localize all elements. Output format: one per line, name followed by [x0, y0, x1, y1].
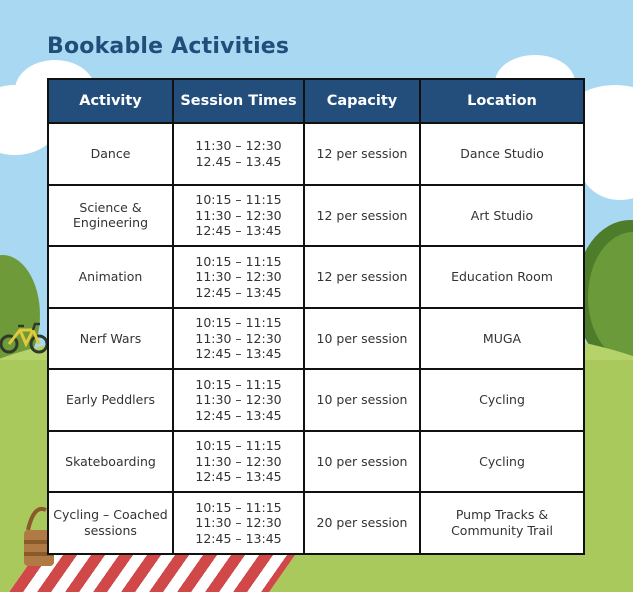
activity-cell	[48, 308, 173, 370]
activities-table	[47, 78, 585, 555]
session-time: 10:15 – 11:15	[195, 192, 282, 207]
session-time: 12:45 – 13:45	[195, 530, 282, 546]
activity-name: Engineering	[73, 215, 148, 231]
activity-name: sessions	[84, 522, 137, 538]
column-header-location: Location	[420, 79, 584, 123]
session-time: 11:30 – 12:30	[195, 269, 282, 284]
session-time: 10:15 – 11:15	[195, 499, 282, 515]
session-time: 10:15 – 11:15	[195, 253, 282, 269]
bicycle-icon	[0, 318, 48, 356]
capacity-cell: 10 per session	[304, 369, 420, 431]
capacity-cell: 12 per session	[304, 123, 420, 185]
location-name: Community Trail	[451, 522, 553, 538]
table-row	[48, 492, 584, 554]
session-times-cell	[173, 123, 304, 185]
session-time: 10:15 – 11:15	[195, 438, 282, 453]
table-row	[48, 185, 584, 247]
session-time: 12:45 – 13:45	[195, 407, 282, 423]
location-name: Education Room	[451, 269, 553, 284]
location-name: Dance Studio	[460, 146, 544, 161]
session-time: 12:45 – 13:45	[195, 346, 282, 361]
location-cell	[420, 492, 584, 554]
session-times-cell	[173, 185, 304, 247]
activity-cell	[48, 185, 173, 247]
table-row	[48, 123, 584, 185]
activity-name: Nerf Wars	[79, 330, 142, 346]
session-times-cell	[173, 246, 304, 308]
activity-cell	[48, 246, 173, 308]
session-time: 11:30 – 12:30	[195, 207, 282, 223]
location-cell	[420, 185, 584, 247]
session-time: 11:30 – 12:30	[195, 330, 282, 346]
session-times-cell	[173, 492, 304, 554]
capacity-cell: 12 per session	[304, 246, 420, 308]
location-cell	[420, 369, 584, 431]
session-time: 10:15 – 11:15	[195, 376, 282, 392]
location-cell	[420, 431, 584, 493]
activity-cell	[48, 431, 173, 493]
capacity-cell: 10 per session	[304, 431, 420, 493]
location-name: Pump Tracks &	[455, 507, 549, 523]
activity-name: Science &	[79, 199, 142, 215]
column-header-session-times: Session Times	[173, 79, 304, 123]
column-header-activity: Activity	[48, 79, 173, 123]
session-times-cell	[173, 308, 304, 370]
session-time: 11:30 – 12:30	[195, 453, 282, 469]
location-name: Cycling	[479, 392, 525, 407]
session-time: 12:45 – 13:45	[195, 284, 282, 300]
session-time: 11:30 – 12:30	[195, 515, 282, 530]
table-header-row	[48, 79, 584, 123]
activity-name: Dance	[90, 146, 131, 161]
session-times-cell	[173, 431, 304, 493]
activity-cell	[48, 369, 173, 431]
location-name: Art Studio	[470, 207, 534, 223]
page-title: Bookable Activities	[47, 34, 290, 59]
location-name: Cycling	[479, 453, 525, 469]
location-name: MUGA	[482, 330, 522, 346]
capacity-cell: 10 per session	[304, 308, 420, 370]
column-header-capacity: Capacity	[304, 79, 420, 123]
location-cell	[420, 123, 584, 185]
activity-name: Animation	[78, 269, 143, 284]
table-row	[48, 308, 584, 370]
activity-cell	[48, 492, 173, 554]
session-time: 11:30 – 12:30	[195, 392, 282, 407]
session-time: 12:45 – 13:45	[195, 223, 282, 238]
activity-name: Skateboarding	[65, 453, 156, 469]
table-row	[48, 369, 584, 431]
capacity-cell: 12 per session	[304, 185, 420, 247]
session-time: 10:15 – 11:15	[195, 315, 282, 330]
location-cell	[420, 246, 584, 308]
location-cell	[420, 308, 584, 370]
capacity-cell: 20 per session	[304, 492, 420, 554]
session-time: 12.45 – 13.45	[195, 153, 282, 169]
activity-name: Early Peddlers	[65, 392, 155, 407]
activity-cell	[48, 123, 173, 185]
table-row	[48, 246, 584, 308]
table-row	[48, 431, 584, 493]
session-times-cell	[173, 369, 304, 431]
session-time: 12:45 – 13:45	[195, 469, 282, 484]
activity-name: Cycling – Coached	[53, 507, 168, 523]
session-time: 11:30 – 12:30	[195, 138, 282, 154]
